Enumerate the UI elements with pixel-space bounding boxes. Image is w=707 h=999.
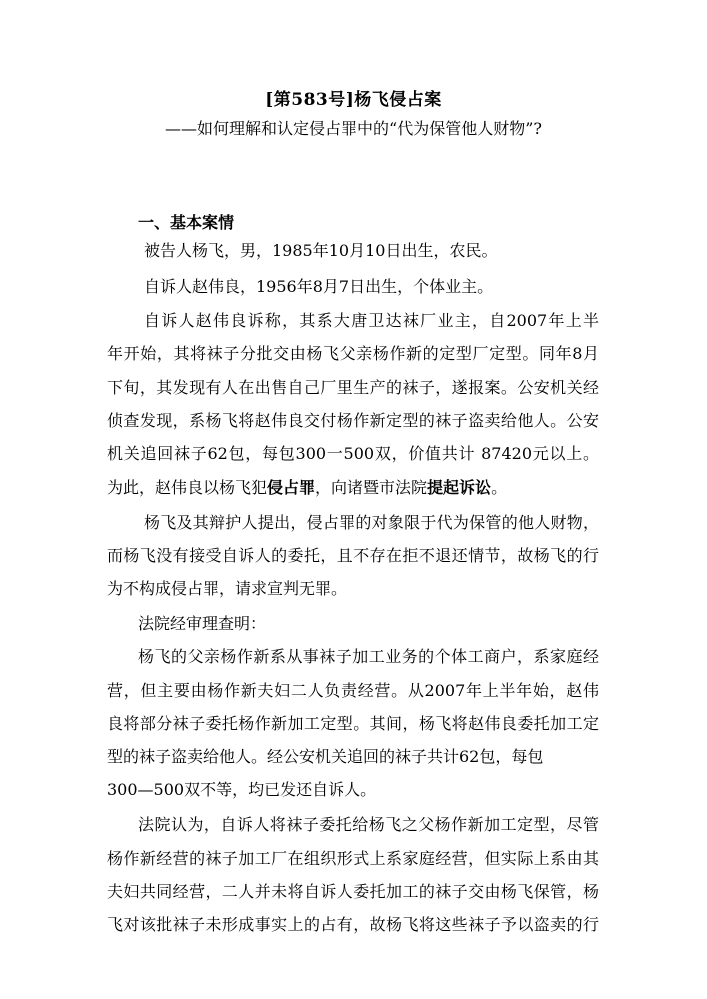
paragraph-line: 杨飞的父亲杨作新系从事袜子加工业务的个体工商户，系家庭经 xyxy=(138,647,599,666)
case-title: [第583号]杨飞侵占案 xyxy=(265,90,442,110)
paragraph-line: 杨飞及其辩护人提出，侵占罪的对象限于代为保管的他人财物， xyxy=(144,513,599,532)
section-heading: 一、基本案情 xyxy=(138,213,235,232)
line-text: 。 xyxy=(491,478,508,497)
paragraph-line: 而杨飞没有接受自诉人的委托，且不存在拒不退还情节，故杨飞的行 xyxy=(107,546,599,565)
bold-term-crime: 侵占罪 xyxy=(267,478,316,497)
paragraph-line: 飞对该批袜子未形成事实上的占有，故杨飞将这些袜子予以盗卖的行 xyxy=(107,915,599,934)
bold-term-lawsuit: 提起诉讼 xyxy=(427,478,492,497)
paragraph-line: 法院经审理查明： xyxy=(138,614,267,633)
paragraph-line: 良将部分袜子委托杨作新加工定型。其间，杨飞将赵伟良委托加工定 xyxy=(107,714,599,733)
paragraph-line: 被告人杨飞，男，1985年10月10日出生，农民。 xyxy=(144,241,498,260)
line-text: ，向诸暨市法院 xyxy=(315,478,428,497)
paragraph-line: 侦查发现，系杨飞将赵伟良交付杨作新定型的袜子盗卖给他人。公安 xyxy=(107,411,599,430)
paragraph-line xyxy=(107,477,599,499)
paragraph-line: 杨作新经营的袜子加工厂在组织形式上系家庭经营，但实际上系由其 xyxy=(107,849,599,868)
paragraph-line: 300—500双不等，均已发还自诉人。 xyxy=(107,780,377,799)
paragraph-line: 为不构成侵占罪，请求宣判无罪。 xyxy=(107,579,348,598)
paragraph-line: 型的袜子盗卖给他人。经公安机关追回的袜子共计62包，每包 xyxy=(107,747,544,766)
line-text: 为此，赵伟良以杨飞犯 xyxy=(107,478,268,497)
paragraph-line: 机关追回袜子62包，每包300一500双，价值共计 87420元以上。 xyxy=(107,444,599,463)
paragraph-line: 夫妇共同经营，二人并未将自诉人委托加工的袜子交由杨飞保管，杨 xyxy=(107,882,599,901)
paragraph-line: 营，但主要由杨作新夫妇二人负责经营。从2007年上半年始，赵伟 xyxy=(107,681,599,700)
paragraph-line: 下旬，其发现有人在出售自己厂里生产的袜子，遂报案。公安机关经 xyxy=(107,378,599,397)
case-subtitle: ——如何理解和认定侵占罪中的“代为保管他人财物”? xyxy=(165,119,542,138)
paragraph-line: 年开始，其将袜子分批交由杨飞父亲杨作新的定型厂定型。同年8月 xyxy=(107,344,599,363)
paragraph-line: 法院认为，自诉人将袜子委托给杨飞之父杨作新加工定型，尽管 xyxy=(138,815,599,834)
paragraph-line: 自诉人赵伟良诉称，其系大唐卫达袜厂业主，自2007年上半 xyxy=(144,311,599,330)
paragraph-line: 自诉人赵伟良，1956年8月7日出生，个体业主。 xyxy=(144,277,494,296)
